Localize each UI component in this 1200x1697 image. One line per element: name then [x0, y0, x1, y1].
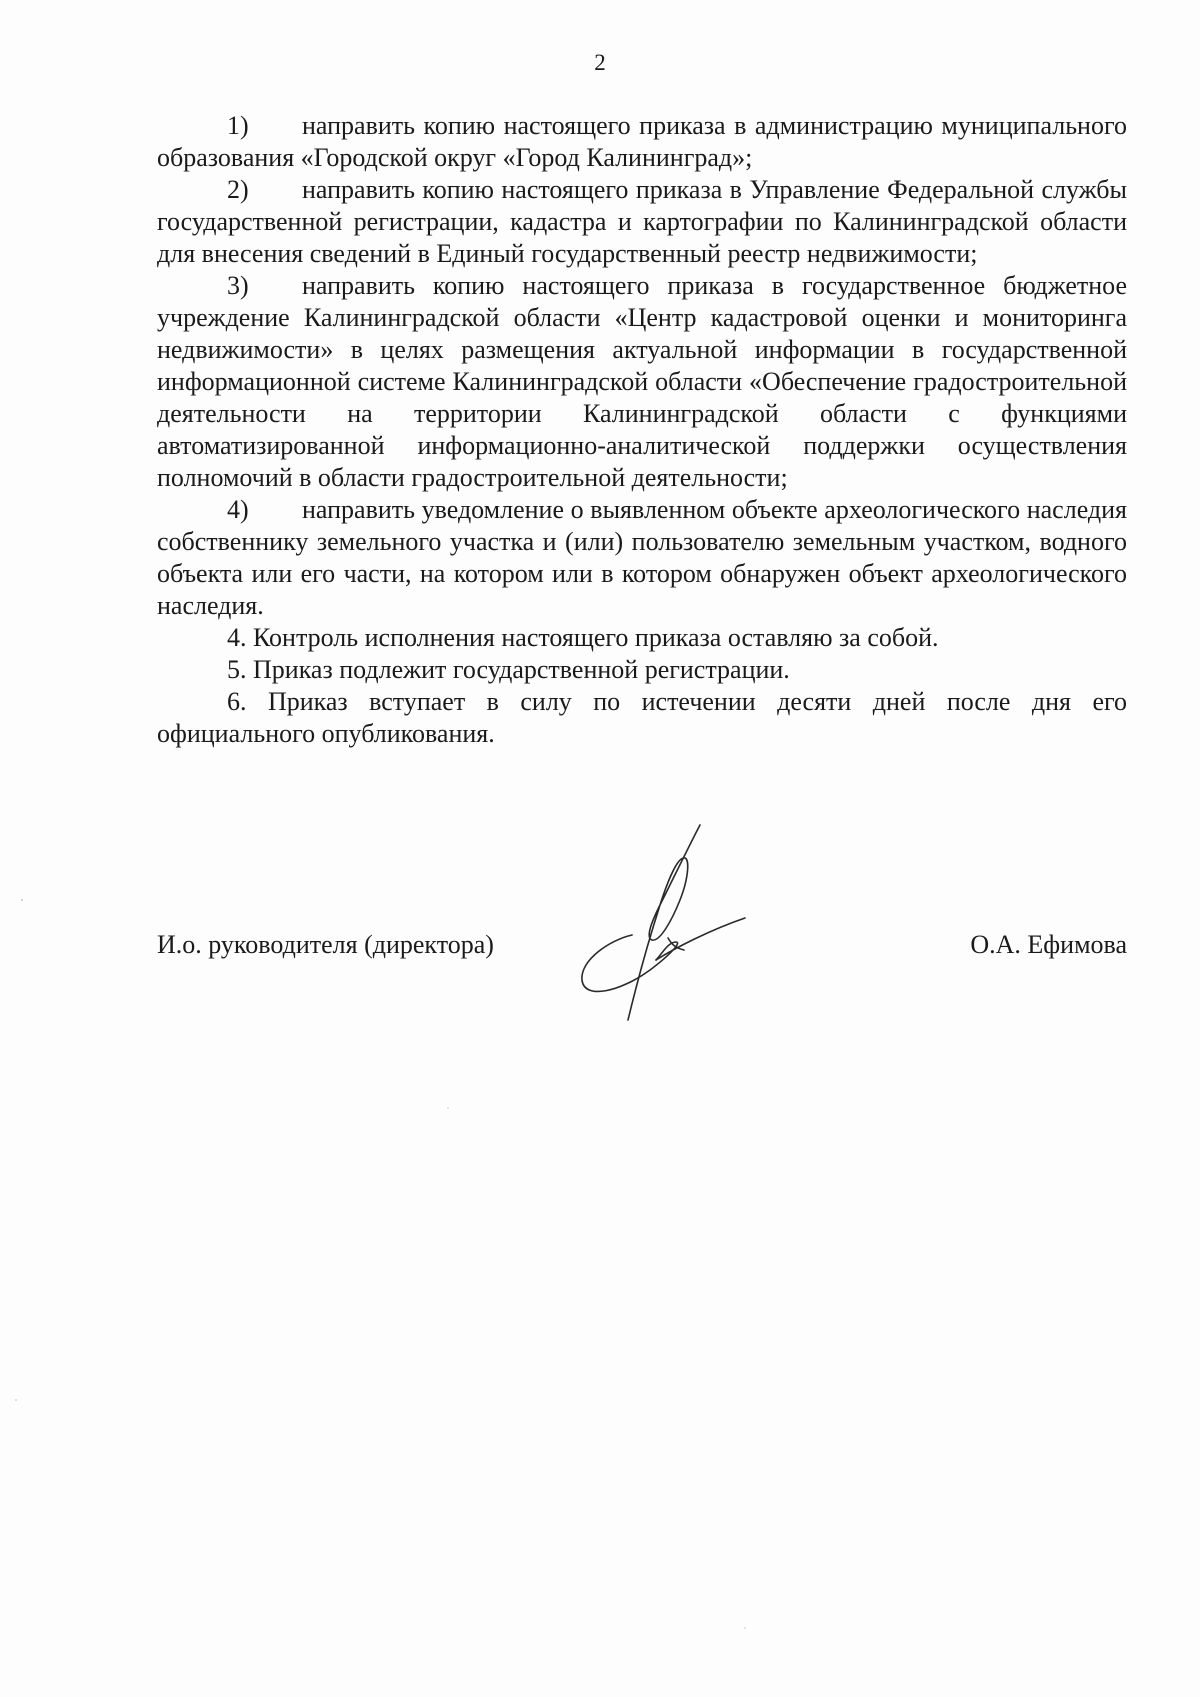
subitem-number: 2): [227, 175, 249, 204]
page-number: 2: [594, 50, 606, 75]
subitem-text: направить копию настоящего приказа в Управление Федеральной службы государственной регистрации, кадастра и картографии по Калининградской области для внесения сведений в Единый государственный реестр недвижимости;: [157, 175, 1127, 268]
subitem-1: [157, 110, 1127, 174]
subitem-number: 3): [227, 271, 249, 300]
subitem-text: направить копию настоящего приказа в государственное бюджетное учреждение Калининградской области «Центр кадастровой оценки и мониторинга недвижимости» в целях размещения актуальной информации в государственной информационной системе Калининградской области «Обеспечение градостроительной деятельности на территории Калининградской области с функциями автоматизированной информационно-аналитической поддержки осуществления полномочий в области градостроительной деятельности;: [157, 271, 1127, 492]
item-number: 4.: [227, 623, 247, 652]
subitem-2: [157, 174, 1127, 270]
subitem-3: [157, 270, 1127, 494]
item-4: [157, 622, 1127, 654]
item-text: Приказ вступает в силу по истечении десяти дней после дня его официального опубликования.: [157, 687, 1127, 748]
item-6: [157, 686, 1127, 750]
item-text: Приказ подлежит государственной регистрации.: [253, 655, 790, 684]
item-number: 6.: [227, 687, 247, 716]
item-number: 5.: [227, 655, 247, 684]
subitem-number: 1): [227, 111, 249, 140]
document-body: [157, 110, 1127, 750]
signer-title: И.о. руководителя (директора): [157, 930, 494, 959]
subitem-text: направить копию настоящего приказа в администрацию муниципального образования «Городской округ «Город Калининград»;: [157, 111, 1127, 172]
subitem-4: [157, 494, 1127, 622]
subitem-number: 4): [227, 495, 249, 524]
item-text: Контроль исполнения настоящего приказа оставляю за собой.: [253, 623, 939, 652]
subitem-text: направить уведомление о выявленном объекте археологического наследия собственнику земельного участка и (или) пользователю земельным участком, водного объекта или его части, на котором или в котором обнаружен объект археологического наследия.: [157, 495, 1127, 620]
item-5: [157, 654, 1127, 686]
signature-block: [157, 930, 1127, 970]
handwritten-signature: [580, 820, 760, 1030]
signer-name: О.А. Ефимова: [970, 930, 1127, 959]
